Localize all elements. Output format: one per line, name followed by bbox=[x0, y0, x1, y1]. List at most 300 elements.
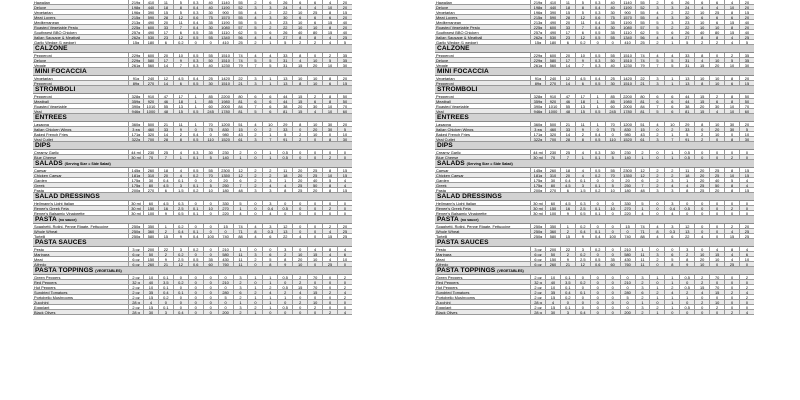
item-name: Baked French Fries bbox=[34, 132, 68, 136]
nutrient-cell: 0 bbox=[620, 275, 635, 279]
nutrient-cell: 440 bbox=[143, 5, 158, 9]
nutrient-cell: 4 bbox=[739, 247, 754, 251]
nutrient-cell: 6 bbox=[233, 290, 248, 294]
item-name: Spaghetti, Rotini, Penne Rigate, Fettuccine bbox=[436, 224, 511, 228]
nutrient-cell: 40 bbox=[739, 20, 754, 24]
nutrient-cell: 0.1 bbox=[158, 275, 173, 279]
section-subtitle: (no sauce) bbox=[460, 218, 479, 222]
nutrient-cell: 16 bbox=[158, 206, 173, 210]
serving-size-cell: 6 oz bbox=[530, 257, 545, 261]
nutrient-cell: 0.4 bbox=[173, 310, 188, 314]
serving-size-cell: 250g bbox=[128, 224, 143, 228]
nutrient-cell: 2 bbox=[724, 206, 739, 210]
nutrient-cell: 6 bbox=[247, 99, 262, 103]
nutrient-cell: 5 bbox=[575, 10, 590, 14]
item-name: Whole Wheat bbox=[34, 229, 58, 233]
nutrient-cell: 2 bbox=[233, 310, 248, 314]
item-name: Meat bbox=[436, 257, 445, 261]
nutrient-cell: 0.5 bbox=[679, 206, 694, 210]
nutrient-cell: 15 bbox=[694, 285, 709, 289]
nutrient-cell: 15 bbox=[724, 30, 739, 34]
nutrient-cell: 1 bbox=[188, 122, 203, 126]
serving-size-cell: 32 g bbox=[128, 280, 143, 284]
section-header-salad-dressings bbox=[33, 193, 352, 201]
nutrient-cell: 0 bbox=[605, 290, 620, 294]
serving-size-cell: 2 oz bbox=[530, 285, 545, 289]
nutrient-cell: 3 bbox=[262, 224, 277, 228]
nutrient-cell: 0.4 bbox=[188, 25, 203, 29]
nutrient-cell: 0.1 bbox=[188, 155, 203, 159]
nutrient-cell: 11 bbox=[635, 252, 650, 256]
nutrient-cell: 2 bbox=[173, 132, 188, 136]
nutrient-cell: 40 bbox=[292, 30, 307, 34]
nutrient-cell: 60 bbox=[605, 104, 620, 108]
nutrient-cell: 20 bbox=[739, 76, 754, 80]
nutrient-cell: 910 bbox=[143, 94, 158, 98]
nutrient-cell: 0 bbox=[605, 275, 620, 279]
nutrient-cell: 6 bbox=[649, 94, 664, 98]
nutrient-cell: 18 bbox=[158, 168, 173, 172]
nutrient-cell: 1.5 bbox=[575, 188, 590, 192]
nutrient-cell: 2 bbox=[664, 127, 679, 131]
nutrient-cell: 2 bbox=[560, 229, 575, 233]
item-name: Veal bbox=[436, 109, 444, 113]
nutrient-cell: 0 bbox=[203, 224, 218, 228]
nutrient-cell: 0 bbox=[649, 280, 664, 284]
nutrient-cell: 1 bbox=[262, 280, 277, 284]
nutrient-cell: 25 bbox=[158, 150, 173, 154]
nutrient-cell: 13 bbox=[173, 104, 188, 108]
nutrient-cell: 0 bbox=[203, 275, 218, 279]
nutrient-cell: 0 bbox=[292, 247, 307, 251]
nutrient-cell: 600 bbox=[545, 53, 560, 57]
nutrient-cell: 6 bbox=[575, 30, 590, 34]
nutrient-cell: 980 bbox=[218, 132, 233, 136]
nutrient-cell: 15 bbox=[143, 305, 158, 309]
nutrient-cell: 2 bbox=[307, 94, 322, 98]
nutrient-cell: 0 bbox=[724, 295, 739, 299]
nutrient-cell: 3 bbox=[262, 20, 277, 24]
item-name: Tortelli bbox=[34, 234, 46, 238]
nutrient-cell: 3 bbox=[173, 183, 188, 187]
nutrient-cell: 0 bbox=[649, 127, 664, 131]
nutrient-cell: 10 bbox=[307, 257, 322, 261]
section-title: STROMBOLI bbox=[437, 86, 478, 93]
nutrient-cell: 22 bbox=[679, 25, 694, 29]
nutrient-cell: 55 bbox=[203, 35, 218, 39]
nutrient-cell: 0.5 bbox=[188, 137, 203, 141]
serving-size-cell: 91g bbox=[530, 76, 545, 80]
nutrient-cell: 270 bbox=[620, 206, 635, 210]
nutrient-cell: 5 bbox=[605, 155, 620, 159]
item-name: Roasted Vegetable bbox=[34, 104, 67, 108]
nutrient-cell: 15 bbox=[724, 234, 739, 238]
nutrient-cell: 10 bbox=[664, 122, 679, 126]
nutrient-cell: 22 bbox=[560, 247, 575, 251]
nutrient-cell: 4.5 bbox=[158, 183, 173, 187]
nutrient-cell: 30 bbox=[203, 81, 218, 85]
serving-size-cell: 30 ml bbox=[128, 211, 143, 215]
nutrient-cell: 0 bbox=[590, 290, 605, 294]
nutrient-cell: 3 bbox=[635, 285, 650, 289]
nutrient-cell: 14 bbox=[560, 132, 575, 136]
nutrient-cell: 6 bbox=[307, 20, 322, 24]
section-title: ENTREES bbox=[437, 114, 469, 121]
nutrient-cell: 6 bbox=[724, 15, 739, 19]
serving-size-cell: 30 ml bbox=[530, 155, 545, 159]
nutrient-cell: 4 bbox=[694, 234, 709, 238]
nutrient-cell: 30 bbox=[545, 310, 560, 314]
nutrient-cell: 4 bbox=[739, 290, 754, 294]
nutrient-cell: 6 bbox=[262, 252, 277, 256]
nutrient-cell: 240 bbox=[545, 76, 560, 80]
nutrient-cell: 25 bbox=[560, 150, 575, 154]
nutrient-cell: 0 bbox=[277, 211, 292, 215]
nutrient-cell: 0 bbox=[188, 280, 203, 284]
item-name: Renee's Greek Feta bbox=[436, 206, 471, 210]
nutrient-cell: 8 bbox=[664, 262, 679, 266]
nutrient-cell: 5 bbox=[247, 20, 262, 24]
item-name: Baked French Fries bbox=[436, 132, 470, 136]
nutrient-cell: 40 bbox=[203, 63, 218, 67]
nutrient-cell: 0.3 bbox=[590, 0, 605, 4]
nutrient-cell: 10 bbox=[292, 76, 307, 80]
nutrient-cell: 4 bbox=[337, 183, 352, 187]
nutrient-cell: 0 bbox=[337, 262, 352, 266]
nutrient-cell: 0.4 bbox=[590, 234, 605, 238]
nutrient-cell: 2 bbox=[649, 257, 664, 261]
nutrient-cell: 31 bbox=[277, 63, 292, 67]
nutrient-cell: 230 bbox=[143, 150, 158, 154]
nutrient-cell: 4 bbox=[575, 168, 590, 172]
nutrient-cell: 35 bbox=[203, 30, 218, 34]
nutrient-cell: 0 bbox=[307, 53, 322, 57]
nutrient-cell: 0 bbox=[560, 300, 575, 304]
nutrient-cell: 4 bbox=[575, 173, 590, 177]
nutrient-cell: 85 bbox=[605, 94, 620, 98]
nutrient-cell: 81 bbox=[679, 109, 694, 113]
nutrient-cell: 5 bbox=[649, 30, 664, 34]
nutrient-cell: 0.5 bbox=[277, 206, 292, 210]
nutrient-cell: 2 bbox=[262, 173, 277, 177]
nutrient-cell: 8 bbox=[724, 188, 739, 192]
nutrient-cell: 22 bbox=[233, 76, 248, 80]
nutrient-cell: 0 bbox=[590, 252, 605, 256]
nutrient-cell: 10 bbox=[337, 132, 352, 136]
nutrient-cell: 55 bbox=[233, 15, 248, 19]
nutrient-cell: 0 bbox=[694, 127, 709, 131]
nutrient-cell: 1340 bbox=[218, 35, 233, 39]
nutrient-cell: 10 bbox=[694, 10, 709, 14]
nutrient-cell: 40 bbox=[605, 5, 620, 9]
nutrient-cell: 490 bbox=[545, 20, 560, 24]
nutrient-cell: 0 bbox=[575, 295, 590, 299]
serving-size-cell: 6 oz bbox=[128, 257, 143, 261]
section-subtitle: (VEGETABLES) bbox=[95, 269, 122, 273]
serving-size-cell: 225g bbox=[128, 25, 143, 29]
nutrient-cell: 0.4 bbox=[590, 25, 605, 29]
nutrient-cell: 20 bbox=[337, 224, 352, 228]
nutrient-cell: 0 bbox=[605, 280, 620, 284]
nutrient-cell: 8 bbox=[322, 137, 337, 141]
serving-size-cell: 30 ml bbox=[530, 206, 545, 210]
nutrient-cell: 0 bbox=[605, 285, 620, 289]
nutrient-cell: 0 bbox=[739, 262, 754, 266]
nutrient-cell: 13 bbox=[575, 104, 590, 108]
nutrient-cell: 260 bbox=[143, 262, 158, 266]
section-header-calzone bbox=[33, 45, 352, 53]
nutrient-cell: 350 bbox=[143, 224, 158, 228]
nutrient-cell: 4 bbox=[322, 257, 337, 261]
nutrient-cell: 0 bbox=[694, 305, 709, 309]
item-name: Pepperoni bbox=[436, 81, 454, 85]
nutrient-cell: 7 bbox=[575, 63, 590, 67]
nutrient-cell: 5 bbox=[649, 25, 664, 29]
nutrient-cell: 70 bbox=[709, 285, 724, 289]
nutrient-cell: 320 bbox=[545, 132, 560, 136]
nutrient-cell: 0 bbox=[188, 127, 203, 131]
nutrient-cell: 7 bbox=[649, 63, 664, 67]
nutrient-cell: 3 bbox=[649, 188, 664, 192]
nutrient-cell: 2 bbox=[247, 40, 262, 44]
nutrient-cell: 30 bbox=[337, 63, 352, 67]
nutrient-cell: 8 bbox=[575, 137, 590, 141]
nutrient-cell: 10 bbox=[709, 81, 724, 85]
item-name: Renee's Balsamic Vinaigrette bbox=[436, 211, 487, 215]
item-name: Zucchini bbox=[436, 300, 451, 304]
nutrient-cell: 4.5 bbox=[158, 201, 173, 205]
nutrient-cell: 4 bbox=[724, 257, 739, 261]
nutrient-cell: 2 bbox=[649, 183, 664, 187]
nutrient-cell: 6 bbox=[664, 94, 679, 98]
nutrient-cell: 0.4 bbox=[188, 20, 203, 24]
item-name: Blue Cheese bbox=[436, 155, 459, 159]
nutrient-cell: 15 bbox=[709, 252, 724, 256]
nutrient-cell: 43 bbox=[233, 132, 248, 136]
nutrient-cell: 2 bbox=[247, 257, 262, 261]
nutrient-cell: 1 bbox=[649, 285, 664, 289]
nutrient-cell: 15 bbox=[724, 20, 739, 24]
nutrient-cell: 5 bbox=[203, 183, 218, 187]
nutrient-cell: 70 bbox=[203, 122, 218, 126]
nutrient-cell: 0 bbox=[307, 155, 322, 159]
nutrient-cell: 0 bbox=[649, 211, 664, 215]
nutrient-cell: 1010 bbox=[545, 104, 560, 108]
nutrient-cell: 4 bbox=[649, 10, 664, 14]
nutrient-cell: 26 bbox=[679, 0, 694, 4]
nutrient-cell: 15 bbox=[158, 234, 173, 238]
serving-size-cell: 215g bbox=[128, 15, 143, 19]
nutrient-cell: 6 bbox=[709, 99, 724, 103]
serving-size-cell: 359g bbox=[530, 99, 545, 103]
nutrient-cell: 30 bbox=[724, 122, 739, 126]
nutrient-cell: 60 bbox=[337, 109, 352, 113]
nutrient-cell: 1140 bbox=[620, 0, 635, 4]
serving-size-cell: 2 oz bbox=[530, 305, 545, 309]
nutrient-cell: 0.5 bbox=[188, 257, 203, 261]
nutrient-cell: 0 bbox=[649, 247, 664, 251]
nutrient-cell: 1 bbox=[664, 275, 679, 279]
nutrient-cell: 2 bbox=[322, 290, 337, 294]
nutrient-cell: 17 bbox=[173, 94, 188, 98]
nutrient-cell: 40 bbox=[605, 0, 620, 4]
nutrient-cell: 2.5 bbox=[575, 206, 590, 210]
nutrient-cell: 8 bbox=[724, 168, 739, 172]
nutrient-cell: 2 bbox=[292, 137, 307, 141]
serving-size-cell: 250g bbox=[128, 229, 143, 233]
nutrient-cell: 1 bbox=[649, 275, 664, 279]
nutrient-cell: 50 bbox=[337, 94, 352, 98]
serving-size-cell: 250g bbox=[530, 224, 545, 228]
nutrient-cell: 0.2 bbox=[188, 247, 203, 251]
nutrient-cell: 1510 bbox=[218, 53, 233, 57]
nutrient-cell: 0 bbox=[575, 275, 590, 279]
nutrient-cell: 15 bbox=[173, 109, 188, 113]
nutrient-cell: 10 bbox=[709, 25, 724, 29]
item-name: Alfredo bbox=[34, 262, 47, 266]
nutrient-cell: 12 bbox=[173, 35, 188, 39]
nutrient-cell: 1 bbox=[664, 81, 679, 85]
nutrient-cell: 0.4 bbox=[188, 76, 203, 80]
nutrient-cell: 5 bbox=[218, 295, 233, 299]
nutrient-cell: 2 bbox=[739, 285, 754, 289]
nutrient-cell: 40 bbox=[337, 30, 352, 34]
nutrient-cell: 50 bbox=[203, 58, 218, 62]
nutrient-cell: 3 bbox=[664, 201, 679, 205]
nutrient-cell: 4 bbox=[649, 53, 664, 57]
nutrient-cell: 7 bbox=[575, 25, 590, 29]
nutrient-cell: 0 bbox=[694, 150, 709, 154]
nutrient-cell: 1350 bbox=[620, 173, 635, 177]
nutrient-cell: 85 bbox=[203, 99, 218, 103]
nutrient-cell: 55 bbox=[158, 104, 173, 108]
section-header-pasta-toppings bbox=[435, 267, 754, 275]
nutrient-cell: 33 bbox=[679, 53, 694, 57]
nutrient-cell: 7 bbox=[649, 104, 664, 108]
nutrient-cell: 9 bbox=[158, 257, 173, 261]
nutrient-cell: 80 bbox=[307, 30, 322, 34]
nutrient-cell: 0 bbox=[292, 295, 307, 299]
serving-size-cell: 145g bbox=[530, 168, 545, 172]
nutrient-cell: 22 bbox=[158, 247, 173, 251]
nutrient-cell: 2200 bbox=[218, 94, 233, 98]
nutrient-cell: 0 bbox=[188, 201, 203, 205]
serving-size-cell: 250g bbox=[530, 229, 545, 233]
nutrient-cell: 1190 bbox=[218, 5, 233, 9]
nutrient-cell: 1200 bbox=[620, 122, 635, 126]
nutrient-cell: 1 bbox=[262, 300, 277, 304]
nutrient-cell: 0.3 bbox=[664, 229, 679, 233]
nutrient-cell: 0 bbox=[218, 285, 233, 289]
nutrient-cell: 25 bbox=[307, 10, 322, 14]
nutrient-cell: 0 bbox=[739, 201, 754, 205]
nutrient-cell: 20 bbox=[694, 104, 709, 108]
section-title: MINI FOCACCIA bbox=[35, 68, 87, 75]
nutrient-cell: 0 bbox=[277, 201, 292, 205]
nutrient-cell: 4 bbox=[337, 310, 352, 314]
nutrient-cell: 0 bbox=[709, 137, 724, 141]
nutrient-cell: 17 bbox=[560, 30, 575, 34]
nutrition-table-right bbox=[435, 0, 754, 315]
nutrient-cell: 25 bbox=[739, 35, 754, 39]
section-title: PASTA SAUCES bbox=[35, 239, 87, 246]
nutrient-cell: 15 bbox=[143, 295, 158, 299]
nutrient-cell: 4 bbox=[292, 290, 307, 294]
nutrient-cell: 48 bbox=[158, 109, 173, 113]
serving-size-cell: 28 g bbox=[128, 310, 143, 314]
nutrient-cell: 23 bbox=[679, 20, 694, 24]
nutrient-cell: 3 bbox=[247, 137, 262, 141]
serving-size-cell: 6 oz bbox=[128, 262, 143, 266]
nutrient-cell: 590 bbox=[143, 15, 158, 19]
nutrient-cell: 2 bbox=[292, 275, 307, 279]
nutrient-cell: 60 bbox=[203, 104, 218, 108]
nutrient-cell: 25 bbox=[694, 183, 709, 187]
nutrient-cell: 0 bbox=[292, 310, 307, 314]
nutrient-cell: 70 bbox=[605, 173, 620, 177]
nutrient-cell: 0 bbox=[292, 229, 307, 233]
nutrient-cell: 4.5 bbox=[173, 76, 188, 80]
nutrient-cell: 22 bbox=[277, 234, 292, 238]
serving-size-cell: 89g bbox=[530, 81, 545, 85]
nutrient-cell: 0.5 bbox=[679, 275, 694, 279]
nutrient-cell: 15 bbox=[307, 290, 322, 294]
nutrient-cell: 25 bbox=[322, 262, 337, 266]
nutrient-cell: 12 bbox=[277, 224, 292, 228]
serving-size-cell: 390g bbox=[530, 104, 545, 108]
nutrient-cell: 5 bbox=[247, 30, 262, 34]
nutrient-cell: 25 bbox=[635, 40, 650, 44]
nutrient-cell: 8 bbox=[322, 247, 337, 251]
serving-size-cell: 171g bbox=[128, 132, 143, 136]
nutrient-cell: 75 bbox=[203, 15, 218, 19]
nutrient-cell: 2 bbox=[247, 132, 262, 136]
serving-size-cell: 2 oz bbox=[128, 295, 143, 299]
nutrient-cell: 5 bbox=[679, 132, 694, 136]
nutrient-cell: 38 bbox=[277, 104, 292, 108]
nutrient-cell: 40 bbox=[694, 30, 709, 34]
nutrient-cell: 61 bbox=[233, 137, 248, 141]
nutrient-cell: 9 bbox=[575, 234, 590, 238]
item-name: Pepperoni bbox=[436, 94, 454, 98]
nutrient-cell: 1980 bbox=[218, 99, 233, 103]
nutrient-cell: 200 bbox=[143, 247, 158, 251]
nutrient-cell: 0.4 bbox=[173, 229, 188, 233]
nutrient-cell: 200 bbox=[620, 310, 635, 314]
nutrient-cell: 0.5 bbox=[277, 305, 292, 309]
nutrient-cell: 2 bbox=[262, 168, 277, 172]
nutrient-cell: 56 bbox=[635, 35, 650, 39]
item-name: Zucchini bbox=[34, 300, 49, 304]
serving-size-cell: 91g bbox=[128, 76, 143, 80]
nutrient-cell: 5 bbox=[337, 127, 352, 131]
nutrient-cell: 11 bbox=[575, 20, 590, 24]
nutrient-cell: 1190 bbox=[620, 20, 635, 24]
nutrient-cell: 55 bbox=[605, 168, 620, 172]
item-name: Creamy Garlic bbox=[436, 150, 461, 154]
nutrient-cell: 830 bbox=[620, 127, 635, 131]
nutrient-cell: 0 bbox=[724, 150, 739, 154]
item-name: Vegetarian bbox=[34, 10, 53, 14]
nutrient-cell: 50 bbox=[307, 183, 322, 187]
nutrient-cell: 4 bbox=[709, 5, 724, 9]
item-name: Meatball bbox=[436, 99, 451, 103]
nutrient-cell: 245 bbox=[605, 109, 620, 113]
nutrient-cell: 230 bbox=[218, 150, 233, 154]
nutrient-cell: 50 bbox=[545, 252, 560, 256]
section-header-pasta-toppings bbox=[33, 267, 352, 275]
nutrient-cell: 2 bbox=[247, 173, 262, 177]
